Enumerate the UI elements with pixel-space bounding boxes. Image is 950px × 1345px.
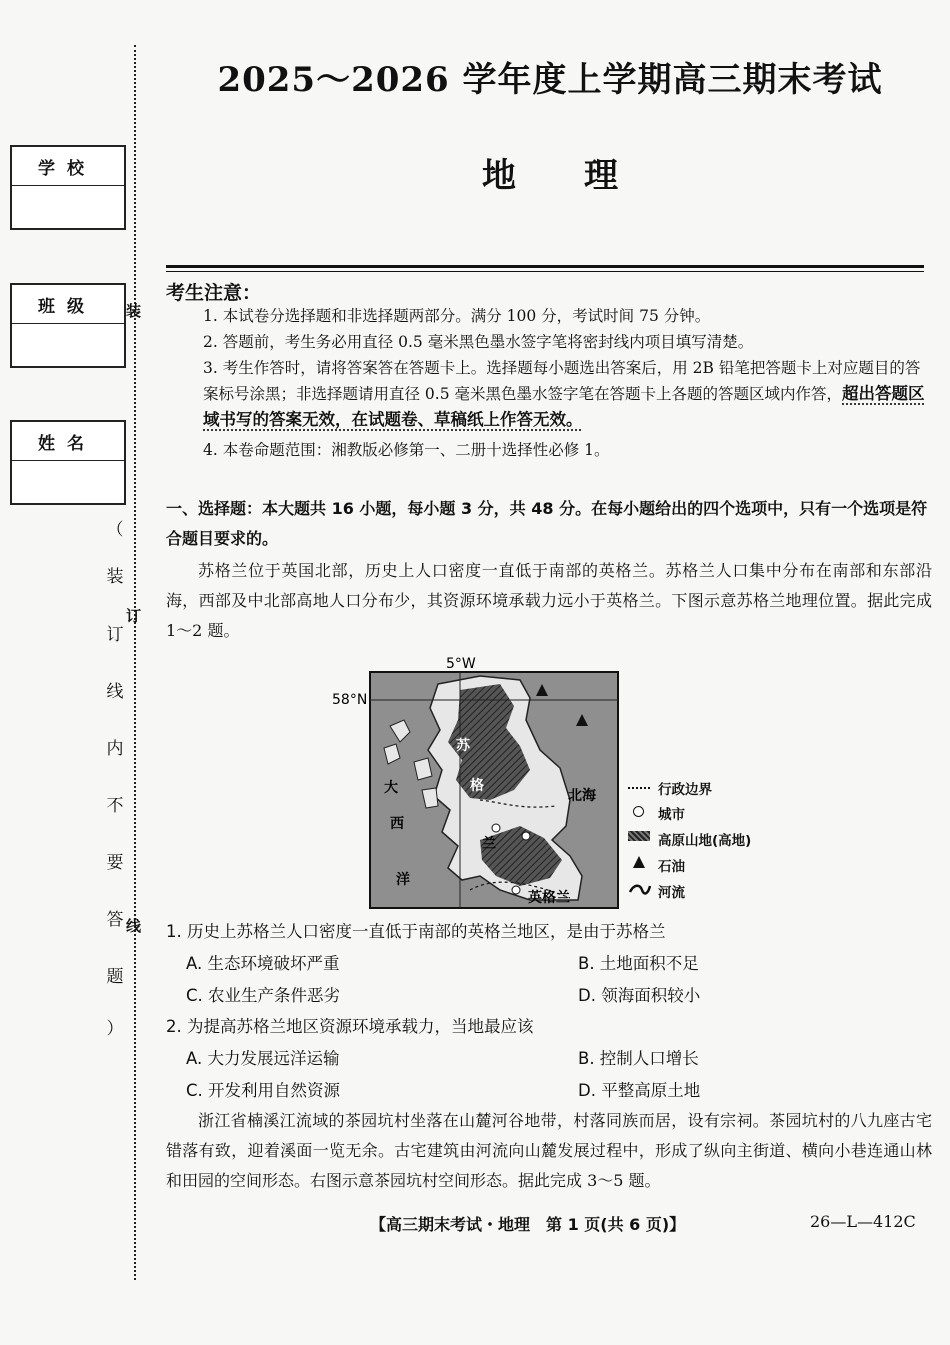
legend-boundary: 行政边界 [658, 782, 712, 798]
legend-river: 河流 [658, 885, 685, 901]
lon-label: 5°W [446, 656, 476, 672]
section-heading: 一、选择题：本大题共 16 小题，每小题 3 分，共 48 分。在每小题给出的四个选项中，只有一个选项是符合题目要求的。 [166, 499, 928, 548]
map-label-england: 英格兰 [528, 890, 570, 906]
legend-city-icon [633, 806, 644, 817]
cut-mark: 线 [126, 917, 142, 935]
legend-oil: 石油 [658, 859, 685, 875]
cut-mark: 装 [126, 302, 142, 320]
class-field[interactable] [12, 324, 124, 366]
legend-river-icon [628, 882, 652, 896]
city-icon [522, 832, 530, 840]
city-icon [492, 824, 500, 832]
notice-emphasis: 超出答题区域书写的答案无效，在试题卷、草稿纸上作答无效。 [203, 384, 925, 429]
legend-city: 城市 [658, 807, 685, 823]
q1-option-d[interactable]: D. 领海面积较小 [578, 986, 701, 1005]
school-field[interactable] [12, 186, 124, 228]
warning-char: 题 [106, 967, 124, 987]
school-label: 学校 [12, 147, 124, 186]
paper-code: 26—L—412C [810, 1212, 916, 1231]
warning-char: 装 [106, 567, 124, 587]
name-label: 姓名 [12, 422, 124, 461]
question-1-stem: 1. 历史上苏格兰人口密度一直低于南部的英格兰地区，是由于苏格兰 [166, 922, 666, 941]
legend-highland: 高原山地(高地) [658, 833, 752, 849]
warning-char: 要 [106, 853, 124, 873]
map-label-yang: 洋 [396, 872, 410, 888]
name-field[interactable] [12, 461, 124, 503]
passage-2: 浙江省楠溪江流域的茶园坑村坐落在山麓河谷地带，村落同族而居，设有宗祠。茶园坑村的八九座古宅错落有致，迎着溪面一览无余。古宅建筑由河流向山麓发展过程中，形成了纵向主街道、横向小巷连通山林和田园的空间形态。右图示意茶园坑村空间形态。据此完成 3～5 题。 [166, 1111, 932, 1190]
map-label-xi: 西 [390, 816, 404, 832]
warning-char: 答 [106, 910, 124, 930]
map-label-da: 大 [384, 780, 398, 796]
exam-title: 2025～2026 学年度上学期高三期末考试 [217, 60, 883, 100]
map-label-su: 苏 [456, 738, 470, 754]
notice-item: 1. 本试卷分选择题和非选择题两部分。满分 100 分，考试时间 75 分钟。 [203, 307, 711, 325]
header-rule-thin [166, 271, 924, 272]
q2-option-a[interactable]: A. 大力发展远洋运输 [186, 1049, 340, 1068]
warning-char: ） [106, 1019, 124, 1039]
legend-oil-icon [633, 856, 645, 868]
notice-item: 4. 本卷命题范围：湘教版必修第一、二册十选择性必修 1。 [203, 441, 610, 459]
class-label: 班级 [12, 285, 124, 324]
map-label-ge: 格 [470, 778, 484, 794]
q2-option-d[interactable]: D. 平整高原土地 [578, 1081, 701, 1100]
warning-char: 订 [106, 625, 124, 645]
map-label-beihai: 北海 [568, 788, 596, 804]
school-box [10, 145, 126, 230]
map-label-lan: 兰 [482, 836, 496, 852]
q1-option-c[interactable]: C. 农业生产条件恶劣 [186, 986, 341, 1005]
binding-dotted-line [134, 45, 136, 1280]
warning-char: 内 [106, 739, 124, 759]
q2-option-c[interactable]: C. 开发利用自然资源 [186, 1081, 341, 1100]
warning-char: 线 [106, 682, 124, 702]
header-rule [166, 265, 924, 268]
page-footer: 【高三期末考试・地理 第 1 页(共 6 页)】 [370, 1215, 686, 1234]
class-box [10, 283, 126, 368]
notice-item-3 [203, 355, 931, 433]
city-icon [512, 886, 520, 894]
notice-heading: 考生注意： [166, 282, 262, 304]
passage-1: 苏格兰位于英国北部，历史上人口密度一直低于南部的英格兰。苏格兰人口集中分布在南部和东部沿海，西部及中北部高地人口分布少，其资源环境承载力远小于英格兰。下图示意苏格兰地理位置。据此完成 1～2 题。 [166, 561, 932, 640]
notice-item: 2. 答题前，考生务必用直径 0.5 毫米黑色墨水签字笔将密封线内项目填写清楚。 [203, 333, 754, 351]
cut-mark: 订 [126, 607, 142, 625]
legend-boundary-icon [628, 787, 650, 789]
lat-label: 58°N [332, 692, 368, 708]
q2-option-b[interactable]: B. 控制人口增长 [578, 1049, 699, 1068]
subject-title: 地 理 [482, 156, 618, 196]
question-2-stem: 2. 为提高苏格兰地区资源环境承载力，当地最应该 [166, 1017, 534, 1036]
name-box [10, 420, 126, 505]
notice-item-3-text: 3. 考生作答时，请将答案答在答题卡上。选择题每小题选出答案后，用 2B 铅笔把答题卡上对应题目的答案标号涂黑；非选择题请用直径 0.5 毫米黑色墨水签字笔在答题卡上各题的答题区域内作答， [203, 359, 921, 403]
warning-char: （ [106, 520, 124, 540]
warning-char: 不 [106, 796, 124, 816]
q1-option-b[interactable]: B. 土地面积不足 [578, 954, 699, 973]
q1-option-a[interactable]: A. 生态环境破坏严重 [186, 954, 340, 973]
scotland-map [330, 650, 630, 912]
legend-highland-icon [628, 831, 650, 841]
